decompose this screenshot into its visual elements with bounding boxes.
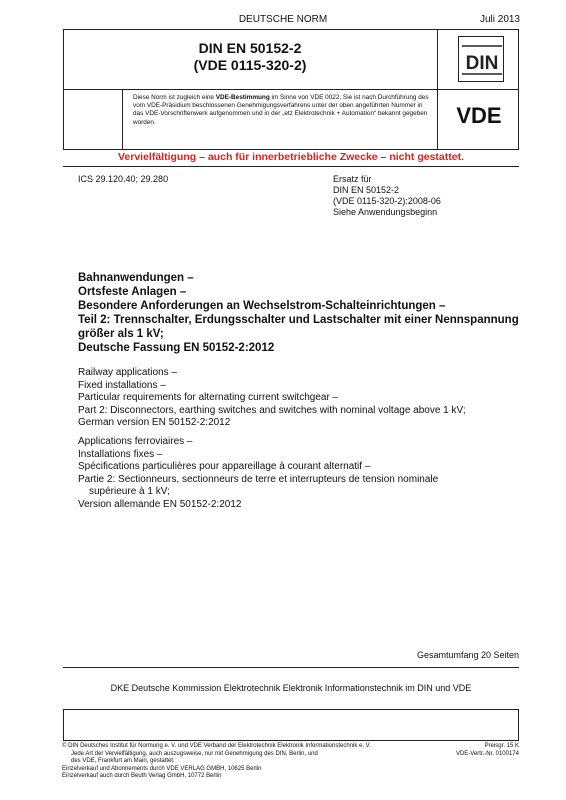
- title-en-line-1: Railway applications –: [78, 367, 177, 378]
- vde-notice-bold: VDE-Bestimmung: [215, 94, 270, 101]
- reproduction-warning: Vervielfältigung – auch für innerbetriebliche Zwecke – nicht gestattet.: [117, 151, 464, 163]
- vde-logo: [448, 100, 510, 130]
- replacement-line-3: (VDE 0115-320-2):2008-06: [333, 196, 441, 206]
- din-designation: DIN EN 50152-2: [198, 40, 302, 56]
- vde-notice-part2: im Sinne von VDE 0022. Sie ist nach Durchführung des vom VDE-Präsidium beschlossenen Genehmigungsverfahrens unter der oben angeführten Nummer in das VDE-Vorschriftenwerk aufgenommen und in der „etz Elektrotechnik + Automation“ bekannt gegeben worden.: [133, 94, 429, 126]
- vde-designation: (VDE 0115-320-2): [193, 57, 307, 73]
- title-en-line-4: Part 2: Disconnectors, earthing switches and switches with nominal voltage above 1 kV;: [78, 404, 466, 416]
- title-de-line-6: Deutsche Fassung EN 50152-2:2012: [78, 342, 275, 354]
- title-de-line-1: Bahnanwendungen –: [78, 272, 194, 284]
- title-fr-line-5: supérieure à 1 kV;: [89, 486, 170, 498]
- replacement-info: [333, 174, 441, 218]
- top-rule: [63, 29, 519, 30]
- committee-rule: [63, 709, 519, 710]
- committee: DKE Deutsche Kommission Elektrotechnik Elektronik Informationstechnik im DIN und VDE: [110, 683, 472, 693]
- price-info: [456, 743, 519, 758]
- ics-codes: ICS 29.120.40; 29.280: [78, 174, 169, 184]
- price-group: Preisgr. 15 K: [484, 743, 519, 749]
- sales-line-1: Einzelverkauf und Abonnements durch VDE VERLAG GMBH, 10625 Berlin: [62, 765, 262, 772]
- header-bottom-rule: [63, 149, 519, 150]
- copyright-notice: [62, 743, 371, 781]
- footer-right-line: [518, 709, 519, 741]
- title-de-line-4: Teil 2: Trennschalter, Erdungsschalter und Lastschalter mit einer Nennspannung: [78, 314, 519, 326]
- title-en-line-3: Particular requirements for alternating current switchgear –: [78, 392, 339, 404]
- title-french: [78, 436, 438, 512]
- notice-left-divider: [122, 89, 123, 149]
- vde-order-number: VDE-Vertr.-Nr. 0100174: [455, 750, 519, 757]
- title-fr-line-3: Spécifications particulières pour appareillage à courant alternatif –: [78, 461, 371, 473]
- vde-logo-icon: [448, 100, 510, 130]
- title-fr-line-6: Version allemande EN 50152-2:2012: [78, 498, 242, 510]
- replacement-line-2: DIN EN 50152-2: [333, 185, 400, 195]
- title-fr-line-4: Partie 2: Sectionneurs, sectionneurs de terre et interrupteurs de tension nominale: [78, 473, 439, 485]
- sales-line-2: Einzelverkauf auch durch Beuth Verlag GmbH, 10772 Berlin: [62, 773, 222, 780]
- title-german: [78, 271, 519, 355]
- din-logo-text: DIN: [465, 53, 499, 74]
- title-en-line-5: German version EN 50152-2:2012: [78, 417, 231, 429]
- vde-notice-part1: Diese Norm ist zugleich eine: [133, 94, 216, 101]
- publication-date: Juli 2013: [479, 14, 520, 25]
- title-en-line-2: Fixed installations –: [78, 379, 166, 391]
- copyright-line-1: © DIN Deutsches Institut für Normung e. V. und VDE Verband der Elektrotechnik Elektronik Informationstechnik e. V.: [62, 743, 371, 749]
- warning-rule: [63, 166, 519, 167]
- vde-logo-text: VDE: [456, 103, 502, 128]
- replacement-line-4: Siehe Anwendungsbeginn: [333, 207, 438, 217]
- footer-left-line: [63, 709, 64, 741]
- title-de-line-5: größer als 1 kV;: [78, 328, 164, 340]
- title-de-line-2: Ortsfeste Anlagen –: [78, 286, 187, 298]
- title-english: [78, 367, 466, 430]
- title-de-line-3: Besondere Anforderungen an Wechselstrom-Schalteinrichtungen –: [78, 300, 446, 312]
- copyright-line-3: des VDE, Frankfurt am Main, gestattet.: [71, 758, 175, 765]
- copyright-line-2: Jede Art der Vervielfältigung, auch auszugsweise, nur mit Genehmigung des DIN, Berlin, und: [71, 750, 318, 757]
- din-logo: [458, 36, 504, 82]
- replacement-line-1: Ersatz für: [333, 174, 372, 184]
- title-fr-line-1: Applications ferroviaires –: [78, 436, 193, 447]
- norm-type-label: DEUTSCHE NORM: [238, 14, 328, 25]
- pages-rule: [63, 667, 519, 668]
- title-fr-line-2: Installations fixes –: [78, 448, 163, 460]
- header-divider: [63, 89, 519, 90]
- vde-notice: [133, 94, 431, 127]
- din-logo-icon: [459, 37, 505, 83]
- footer-rule: [63, 740, 519, 741]
- total-pages: Gesamtumfang 20 Seiten: [416, 650, 519, 660]
